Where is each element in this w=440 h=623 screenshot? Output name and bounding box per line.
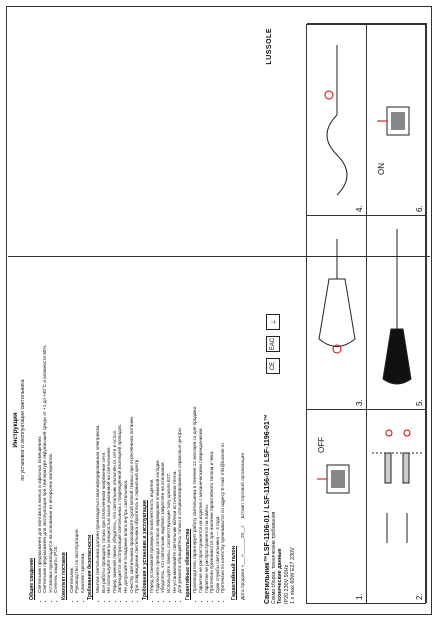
list-item: • Подключите провода согласно маркировке клеммной колодки. <box>155 260 161 593</box>
step-1 <box>307 409 367 603</box>
sale-date-line <box>241 260 247 600</box>
list-item: • Светильник предназначен для эксплуатации при температуре окружающей среды от +1 до +40°C и влажности 80%. <box>42 260 48 593</box>
list-item: • Не допускайте попадания влаги внутрь светильника. <box>123 260 129 593</box>
step-number: 5. <box>415 399 424 406</box>
step-number: 1. <box>355 593 364 600</box>
list-item: • Убедитесь, что светильник надёжно закреплён на основании. <box>160 260 166 593</box>
pendant-lamp-icon <box>367 215 427 409</box>
step-label: OFF <box>317 437 326 453</box>
brand-logo: LUSSOLE <box>266 28 273 65</box>
list-item: • Установка производится на основание из негорючих материалов. <box>48 260 54 593</box>
list-item: • Не используйте лампы мощностью выше указанной на светильнике. <box>106 260 112 593</box>
section-installation <box>143 260 183 600</box>
list-item: • При повреждении светильника обратитесь в сервисный центр. <box>134 260 140 593</box>
list-item: • Претензии принимаются при наличии гарантийного талона и чека. <box>209 260 215 593</box>
cert-marks <box>266 314 280 374</box>
list-item: • Очистку светильника производите сухой мягкой тканью при отключённом питании. <box>129 260 135 593</box>
instruction-text <box>12 260 257 600</box>
step-number: 4. <box>355 205 364 212</box>
section-guarantee <box>186 260 226 600</box>
list-item: • Светильник предназначен для монтажа в жилых и офисных помещениях. <box>37 260 43 593</box>
list-item: • Руководство по эксплуатации. <box>74 260 80 593</box>
list-item: • Гарантия не распространяется на лампы. <box>204 260 210 593</box>
coupon-heading: Гарантийный талон <box>231 545 237 600</box>
step-3 <box>307 215 367 409</box>
list-item: • Запрещается эксплуатация светильника с повреждённой изоляцией проводов. <box>117 260 123 593</box>
stamp-label: Штамп торговой организации <box>240 452 246 519</box>
list-item: • Используйте лампы, соответствующие типу цоколя E27. <box>166 260 172 593</box>
step-5 <box>367 215 427 409</box>
section-heading: Гарантийные обязательства <box>184 528 191 600</box>
list-item: • Производитель гарантирует работу светильника в течение 12 месяцев со дня продажи. <box>192 260 198 593</box>
lamp-shade-icon <box>307 215 367 409</box>
list-item: • Монтаж светильника должен производиться квалифицированным электриком. <box>95 260 101 593</box>
section-heading: Требования к установке и эксплуатации <box>141 500 148 600</box>
instruction-subtitle: по установке и эксплуатации светильника <box>20 379 26 481</box>
step-6 <box>367 23 427 215</box>
step-number: 3. <box>355 399 364 406</box>
switch-on-icon <box>367 23 427 215</box>
guarantee-coupon <box>232 260 246 600</box>
list-item: • Комплект крепежа. <box>80 260 86 593</box>
spec-heading: Технические данные <box>277 548 283 604</box>
list-item: • Все работы проводить только при отключенном напряжении сети. <box>101 260 107 593</box>
section-package <box>62 260 85 600</box>
step-number: 6. <box>415 205 424 212</box>
list-item: • Гарантия не распространяется на изделия с механическими повреждениями. <box>198 260 204 593</box>
list-item: • Степень защиты IP20. <box>53 260 59 593</box>
sale-date: Дата продажи «___»______20__г. <box>240 525 246 600</box>
ce-mark-icon: CE <box>266 358 280 374</box>
switch-off-icon <box>307 409 367 603</box>
section-safety <box>88 260 139 600</box>
section-heading: Требования безопасности <box>87 534 94 600</box>
steps-grid <box>306 24 426 604</box>
list-item: • Претензии по качеству принимаются по адресу E-mail: info@lussole.ru <box>220 260 226 593</box>
list-item: • Перед заменой лампы убедитесь, что светильник отключён от сети и остыл. <box>112 260 118 593</box>
wiring-icon <box>307 23 367 215</box>
step-2 <box>367 409 427 603</box>
list-item: • Не устанавливайте светильник вблизи источников тепла. <box>172 260 178 593</box>
spec-line: 1 x max 60W E27 230V <box>290 547 296 604</box>
product-title: Светильник™LSF-1106-01 / LSF-1156-01 / LSF-1196-01™ <box>264 414 271 604</box>
section-heading: Общие сведения <box>29 558 35 600</box>
section-general <box>30 260 59 600</box>
list-item: • Для ремонта обращайтесь только в специализированные сервисные центры. <box>177 260 183 593</box>
list-item: • Перед установкой проверьте комплектность изделия. <box>149 260 155 593</box>
product-subtitle: Схема сборки, технические требования <box>271 511 277 604</box>
step-4 <box>307 23 367 215</box>
eac-mark-icon: EAC <box>266 336 280 352</box>
instruction-title: Инструкция <box>13 412 19 448</box>
mount-bracket-icon <box>367 409 427 603</box>
list-item: • Срок службы светильника — 3 года. <box>215 260 221 593</box>
spec-line: IP20 230V 50Hz <box>283 564 290 604</box>
assembly-panel <box>262 12 430 612</box>
section-heading: Комплект поставки <box>60 552 67 600</box>
step-label: ON <box>377 163 386 175</box>
step-number: 2. <box>415 593 424 600</box>
ground-icon: ⏚ <box>266 314 280 330</box>
list-item: • Светильник. <box>69 260 75 593</box>
product-header <box>264 24 304 604</box>
